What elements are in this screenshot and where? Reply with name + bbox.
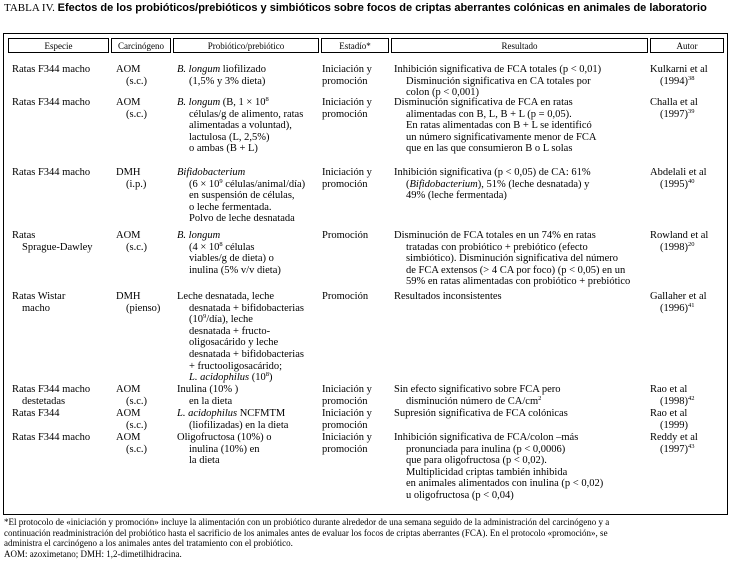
cell-line: de FCA extensos (> 4 CA por foco) (p < 0,05) en un: [406, 264, 626, 276]
cell-line: promoción: [322, 178, 368, 190]
cell-line: pronunciada para inulina (p < 0,0006): [406, 443, 566, 455]
estadio-cell: [322, 64, 372, 87]
cell-line: Disminución significativa de FCA en ratas: [394, 97, 573, 108]
probiotico-cell: [177, 432, 271, 467]
cell-line: $(1998)^{42}$: [660, 394, 695, 407]
cell-line: Ratas F344 macho: [12, 432, 91, 443]
resultado-cell: [394, 230, 630, 288]
footnotes: [4, 517, 730, 559]
cell-line: $(1997)^{39}$: [660, 107, 695, 120]
cell-line: Iniciación y: [322, 97, 372, 108]
cell-line: Rowland et al: [650, 230, 709, 241]
probiotico-cell: [177, 64, 266, 87]
especie-cell: [12, 291, 65, 314]
especie-cell: [12, 97, 90, 109]
estadio-cell: [322, 408, 372, 431]
cell-line: Ratas F344 macho: [12, 384, 91, 395]
cell-line: células/g de alimento, ratas: [189, 108, 304, 120]
cell-line: (s.c.): [126, 75, 147, 87]
cell-line: destetadas: [22, 395, 66, 407]
cell-line: Polvo de leche desnatada: [189, 213, 295, 225]
cell-line: Promoción: [322, 291, 369, 302]
cell-line: lactulosa (L, 2,5%): [189, 131, 270, 143]
probiotico-cell: [177, 291, 304, 384]
cell-line: DMH: [116, 167, 141, 178]
cell-line: ($6 \times 10^9$ células/animal/día): [189, 177, 306, 190]
col-header-estadio: Estadío*: [321, 38, 389, 53]
especie-cell: [12, 432, 90, 444]
probiotico-cell: [177, 97, 303, 155]
cell-line: Ratas F344 macho: [12, 167, 91, 178]
cell-line: En ratas alimentadas con B + L se identificó: [406, 120, 592, 132]
autor-cell: [650, 432, 698, 455]
table-title: [4, 2, 728, 15]
carcinogeno-cell: [116, 97, 147, 120]
col-header-autor: Autor: [650, 38, 724, 53]
cell-line: AOM: [116, 432, 141, 443]
autor-cell: [650, 384, 695, 407]
cell-line: inulina (10%) en: [189, 443, 260, 455]
especie-cell: [12, 230, 93, 253]
cell-line: Promoción: [322, 230, 369, 241]
table-caption: Efectos de los probióticos/prebióticos y simbióticos sobre focos de criptas aberrantes colónicas en animales de laboratorio: [57, 2, 707, 14]
cell-line: 49% (leche fermentada): [406, 190, 507, 202]
cell-line: Leche desnatada, leche: [177, 291, 275, 302]
estadio-cell: [322, 432, 372, 455]
col-header-carcinogeno: Carcinógeno: [111, 38, 171, 53]
especie-cell: [12, 384, 90, 407]
cell-line: u oligofructosa (p < 0,04): [406, 489, 514, 501]
footnote-line: continuación readministración del probiótico hasta el sacrificio de los animales antes de evaluar los focos de criptas aberrantes (FCA). En el protocolo «promoción», se: [4, 527, 608, 538]
resultado-cell: [394, 97, 596, 155]
cell-line: Resultados inconsistentes: [394, 291, 502, 302]
carcinogeno-cell: [116, 291, 160, 314]
cell-line: simbiótico). Disminución significativa del número: [406, 253, 619, 265]
cell-line: un número significativamente menor de FCA: [406, 131, 597, 143]
cell-line: Iniciación y: [322, 408, 372, 419]
cell-line: desnatada + bifidobacterias: [189, 302, 304, 314]
cell-line: Iniciación y: [322, 432, 372, 443]
cell-line: o leche fermentada.: [189, 201, 272, 213]
carcinogeno-cell: [116, 167, 146, 190]
cell-line: $(1997)^{43}$: [660, 442, 695, 455]
cell-line: Kulkarni et al: [650, 64, 708, 75]
cell-line: AOM: [116, 64, 141, 75]
cell-line: $(1994)^{38}$: [660, 74, 695, 87]
cell-line: $(10^9/día)$, leche: [189, 313, 253, 326]
footnote-line: AOM: azoximetano; DMH: 1,2-dimetilhidracina.: [4, 548, 182, 559]
resultado-cell: [394, 167, 591, 202]
footnote-line: *El protocolo de «iniciación y promoción» incluye la alimentación con un probiótico durante alrededor de una semana seguido de la administración del carcinógeno y a: [4, 517, 610, 527]
cell-line: o ambas (B + L): [189, 143, 258, 155]
cell-line: (i.p.): [126, 178, 147, 190]
especie-cell: [12, 64, 90, 76]
cell-line: Gallaher et al: [650, 291, 707, 302]
cell-line: Inhibición significativa de FCA/colon –más: [394, 432, 579, 443]
autor-cell: [650, 167, 707, 190]
resultado-cell: [394, 432, 603, 502]
cell-line: B. longum: [177, 230, 221, 241]
cell-line: alimentadas con B, L, B + L (p = 0,05).: [406, 108, 572, 120]
cell-line: macho: [22, 302, 50, 314]
cell-line: Abdelali et al: [650, 167, 707, 178]
cell-line: promoción: [322, 75, 368, 87]
cell-line: inulina (5% v/v dieta): [189, 264, 281, 276]
cell-line: la dieta: [189, 455, 220, 467]
cell-line: DMH: [116, 291, 141, 302]
probiotico-cell: [177, 384, 238, 407]
table-label: TABLA IV.: [4, 2, 55, 14]
autor-cell: [650, 408, 688, 431]
probiotico-cell: [177, 230, 281, 276]
footnote-line: administra el carcinógeno a los animales antes del tratamiento con el probiótico.: [4, 538, 293, 549]
col-header-probiotico: Probiótico/prebiótico: [173, 38, 319, 53]
cell-line: B. longum liofilizado: [177, 64, 266, 75]
cell-line: Supresión significativa de FCA colónicas: [394, 408, 568, 419]
cell-line: Challa et al: [650, 97, 698, 108]
cell-line: $(1998)^{20}$: [660, 240, 695, 253]
cell-line: promoción: [322, 443, 368, 455]
carcinogeno-cell: [116, 432, 147, 455]
resultado-cell: [394, 384, 561, 407]
cell-line: promoción: [322, 108, 368, 120]
carcinogeno-cell: [116, 64, 147, 87]
carcinogeno-cell: [116, 408, 147, 431]
cell-line: (liofilizadas) en la dieta: [189, 419, 289, 431]
cell-line: Multiplicidad criptas también inhibida: [406, 466, 568, 478]
cell-line: Iniciación y: [322, 167, 372, 178]
cell-line: ($4 \times 10^8$ células: [189, 240, 255, 253]
resultado-cell: [394, 64, 601, 99]
cell-line: Iniciación y: [322, 384, 372, 395]
resultado-cell: [394, 291, 502, 303]
autor-cell: [650, 291, 707, 314]
cell-line: L. acidophilus $(10^8)$: [189, 371, 273, 384]
cell-line: $(1996)^{41}$: [660, 301, 695, 314]
cell-line: Inhibición significativa de FCA totales (p < 0,01): [394, 64, 602, 75]
cell-line: Ratas F344 macho: [12, 97, 91, 108]
cell-line: AOM: [116, 230, 141, 241]
probiotico-cell: [177, 167, 305, 225]
cell-line: Disminución de FCA totales en un 74% en ratas: [394, 230, 596, 241]
cell-line: 59% en ratas alimentadas con probiótico + prebiótico: [406, 276, 631, 288]
cell-line: que para oligofructosa (p < 0,02).: [406, 455, 547, 467]
cell-line: tratadas con probiótico + prebiótico (efecto: [406, 241, 588, 253]
cell-line: Ratas F344: [12, 408, 60, 419]
probiotico-cell: [177, 408, 288, 431]
cell-line: B. longum (B, $1 \times 10^8$: [177, 96, 269, 108]
cell-line: L. acidophilus NCFMTM: [177, 408, 286, 419]
cell-line: Sin efecto significativo sobre FCA pero: [394, 384, 561, 395]
cell-line: desnatada + fructo-: [189, 325, 271, 337]
resultado-cell: [394, 408, 568, 420]
cell-line: Reddy et al: [650, 432, 698, 443]
cell-line: en suspensión de células,: [189, 190, 295, 202]
cell-line: Ratas F344 macho: [12, 64, 91, 75]
cell-line: Rao et al: [650, 408, 688, 419]
cell-line: (s.c.): [126, 241, 147, 253]
cell-line: alimentadas a voluntad),: [189, 120, 292, 132]
cell-line: en animales alimentados con inulina (p < 0,02): [406, 478, 604, 490]
cell-line: (s.c.): [126, 419, 147, 431]
autor-cell: [650, 230, 708, 253]
cell-line: oligosacárido y leche: [189, 337, 279, 349]
cell-line: Sprague-Dawley: [22, 241, 93, 253]
cell-line: (pienso): [126, 302, 161, 314]
cell-line: (Bifidobacterium), 51% (leche desnatada) y: [406, 178, 590, 190]
cell-line: (s.c.): [126, 443, 147, 455]
cell-line: Iniciación y: [322, 64, 372, 75]
cell-line: + fructooligosacárido;: [189, 360, 283, 372]
cell-line: promoción: [322, 419, 368, 431]
cell-line: (1,5% y 3% dieta): [189, 75, 266, 87]
cell-line: $(1995)^{40}$: [660, 177, 695, 190]
estadio-cell: [322, 384, 372, 407]
col-header-especie: Especie: [8, 38, 109, 53]
especie-cell: [12, 408, 60, 420]
carcinogeno-cell: [116, 384, 147, 407]
cell-line: desnatada + bifidobacterias: [189, 348, 304, 360]
autor-cell: [650, 64, 708, 87]
cell-line: promoción: [322, 395, 368, 407]
cell-line: Inhibición significativa (p < 0,05) de CA: 61%: [394, 167, 591, 178]
cell-line: Disminución significativa en CA totales por: [406, 75, 591, 87]
data-table: [3, 33, 728, 515]
cell-line: (s.c.): [126, 108, 147, 120]
cell-line: colon (p < 0,001): [406, 87, 479, 99]
cell-line: Oligofructosa (10%) o: [177, 432, 272, 443]
especie-cell: [12, 167, 90, 179]
estadio-cell: [322, 291, 368, 303]
col-header-resultado: Resultado: [391, 38, 648, 53]
cell-line: viables/g de dieta) o: [189, 253, 274, 265]
carcinogeno-cell: [116, 230, 147, 253]
cell-line: Inulina (10% ): [177, 384, 239, 395]
cell-line: AOM: [116, 97, 141, 108]
cell-line: AOM: [116, 408, 141, 419]
cell-line: Rao et al: [650, 384, 688, 395]
autor-cell: [650, 97, 698, 120]
estadio-cell: [322, 97, 372, 120]
cell-line: AOM: [116, 384, 141, 395]
estadio-cell: [322, 167, 372, 190]
cell-line: Ratas Wistar: [12, 291, 66, 302]
estadio-cell: [322, 230, 368, 242]
cell-line: en la dieta: [189, 395, 233, 407]
cell-line: (s.c.): [126, 395, 147, 407]
cell-line: (1999): [660, 419, 688, 431]
cell-line: disminución número de $CA/cm^2$: [406, 394, 542, 407]
cell-line: Bifidobacterium: [177, 167, 246, 178]
cell-line: Ratas: [12, 230, 36, 241]
cell-line: que en las que consumieron B o L solas: [406, 143, 573, 155]
